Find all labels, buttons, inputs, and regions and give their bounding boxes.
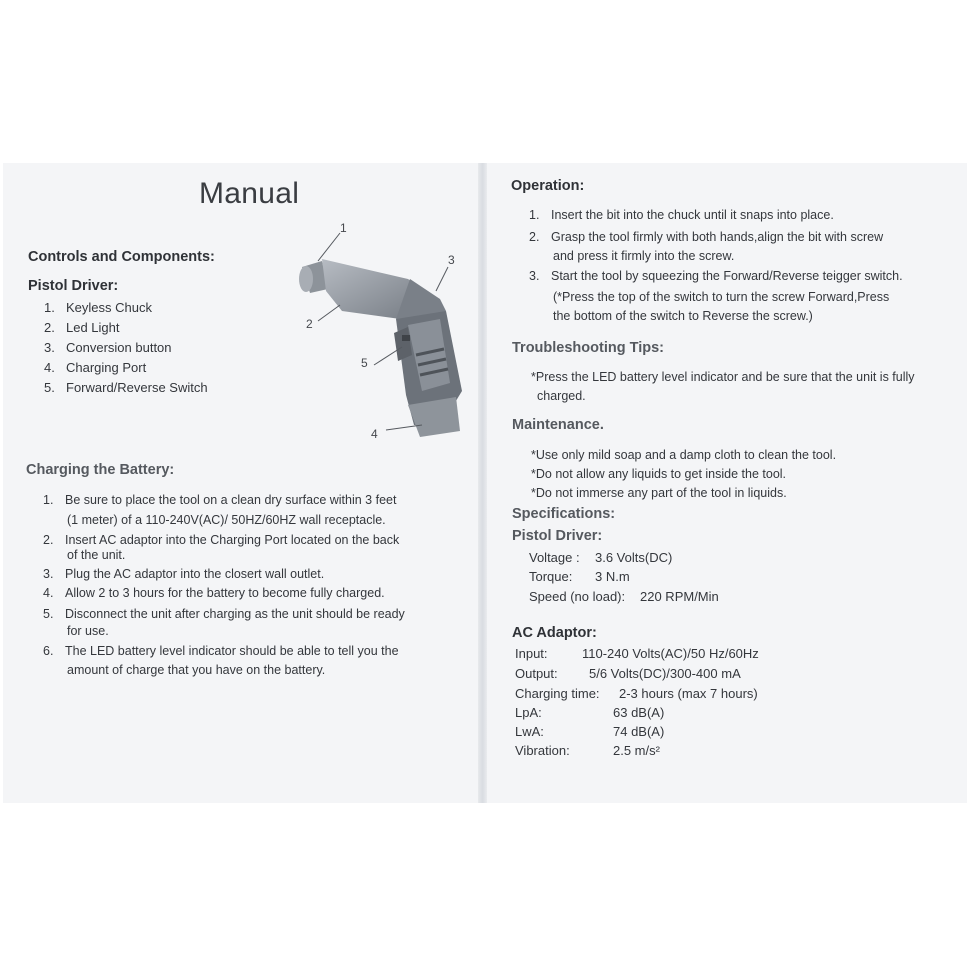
callout-2: 2	[306, 317, 313, 331]
operation-step: 3. Start the tool by squeezing the Forward/Reverse teigger switch.	[529, 269, 903, 283]
maintenance-heading: Maintenance.	[512, 417, 604, 433]
charging-step: 4. Allow 2 to 3 hours for the battery to become fully charged.	[43, 586, 385, 600]
spec-label: Output:	[515, 666, 558, 681]
charging-step: 1. Be sure to place the tool on a clean dry surface within 3 feet	[43, 493, 397, 507]
troubleshooting-text: *Press the LED battery level indicator and be sure that the unit is fully	[531, 370, 915, 384]
charging-step: 5. Disconnect the unit after charging as the unit should be ready	[43, 607, 405, 621]
spec-label: Speed (no load):	[529, 589, 626, 604]
operation-step: 2. Grasp the tool firmly with both hands,align the bit with screw	[529, 230, 884, 244]
ac-adaptor-heading: AC Adaptor:	[512, 625, 597, 641]
troubleshooting-text: charged.	[537, 389, 586, 403]
charging-heading: Charging the Battery:	[26, 462, 175, 478]
component-item: 2. Led Light	[44, 320, 120, 335]
operation-heading: Operation:	[511, 178, 585, 194]
spec-value: 3 N.m	[595, 569, 630, 584]
spec-label: Voltage :	[529, 550, 580, 565]
callout-3: 3	[448, 253, 455, 267]
manual-title: Manual	[199, 177, 300, 210]
charging-step: 3. Plug the AC adaptor into the closert wall outlet.	[43, 567, 325, 581]
component-item: 3. Conversion button	[44, 340, 172, 355]
spec-label: Charging time:	[515, 686, 600, 701]
pistol-driver-illustration	[290, 215, 470, 450]
spec-label: Torque:	[529, 569, 573, 584]
page-gutter	[478, 163, 487, 803]
spec-value: 63 dB(A)	[613, 705, 665, 720]
maintenance-item: *Do not allow any liquids to get inside the tool.	[531, 467, 787, 481]
spec-value: 2.5 m/s²	[613, 743, 660, 758]
maintenance-item: *Do not immerse any part of the tool in liquids.	[531, 486, 787, 500]
spec-label: Input:	[515, 646, 548, 661]
callout-1: 1	[340, 221, 347, 235]
troubleshooting-heading: Troubleshooting Tips:	[512, 340, 664, 356]
pistol-driver-heading-right: Pistol Driver:	[512, 528, 603, 544]
component-item: 1. Keyless Chuck	[44, 300, 152, 315]
operation-step-cont: the bottom of the switch to Reverse the screw.)	[553, 309, 813, 323]
maintenance-item: *Use only mild soap and a damp cloth to clean the tool.	[531, 448, 837, 462]
charging-step: 2. Insert AC adaptor into the Charging Port located on the back	[43, 533, 400, 547]
operation-step-cont: (*Press the top of the switch to turn the screw Forward,Press	[553, 290, 890, 304]
spec-label: Vibration:	[515, 743, 570, 758]
spec-value: 220 RPM/Min	[640, 589, 719, 604]
charging-step: 6. The LED battery level indicator should be able to tell you the	[43, 644, 399, 658]
charging-step-cont: (1 meter) of a 110-240V(AC)/ 50HZ/60HZ wall receptacle.	[67, 513, 386, 527]
charging-step-cont: of the unit.	[67, 548, 126, 562]
charging-step-cont: for use.	[67, 624, 109, 638]
operation-step: 1. Insert the bit into the chuck until it snaps into place.	[529, 208, 834, 222]
component-item: 4. Charging Port	[44, 360, 147, 375]
pistol-driver-heading-left: Pistol Driver:	[28, 278, 119, 294]
specifications-heading: Specifications:	[512, 506, 616, 522]
spec-value: 110-240 Volts(AC)/50 Hz/60Hz	[582, 646, 759, 661]
callout-4: 4	[371, 427, 378, 441]
spec-label: LwA:	[515, 724, 544, 739]
spec-label: LpA:	[515, 705, 542, 720]
spec-value: 5/6 Volts(DC)/300-400 mA	[589, 666, 741, 681]
controls-heading: Controls and Components:	[28, 249, 215, 265]
operation-step-cont: and press it firmly into the screw.	[553, 249, 735, 263]
spec-value: 74 dB(A)	[613, 724, 665, 739]
spec-value: 2-3 hours (max 7 hours)	[619, 686, 758, 701]
callout-5: 5	[361, 356, 368, 370]
charging-step-cont: amount of charge that you have on the battery.	[67, 663, 326, 677]
component-item: 5. Forward/Reverse Switch	[44, 380, 208, 395]
spec-value: 3.6 Volts(DC)	[595, 550, 673, 565]
